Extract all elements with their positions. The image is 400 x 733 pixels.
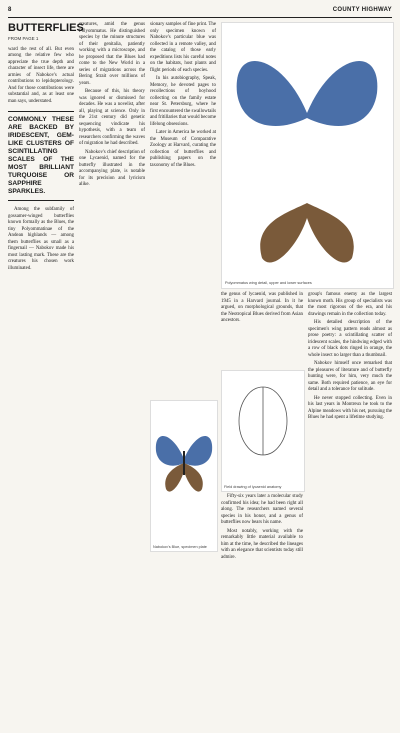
- column-3: [150, 22, 216, 392]
- jump-label: FROM PAGE 1: [8, 36, 39, 41]
- paragraph: Nabokov's chief description of one Lycaenid, named for the butterfly illustrated in the accompanying plate, is notable for its precision and lyricism alike.: [79, 149, 145, 187]
- page-header: [8, 4, 392, 16]
- column-2: [79, 22, 145, 730]
- paragraph: He never stopped collecting. Even in his last years in Montreux he took to the Alpine meadows with his net, pursuing the Blues he had spent a lifetime studying.: [308, 395, 392, 420]
- figure-caption: Polyommatus wing detail, upper and lower surfaces: [225, 281, 312, 285]
- paragraph: Among the subfamily of gossamer-winged butterflies known formally as the Blues, the tiny Polyommatinae of the Andean highlands — among them butterflies as small as a fingernail — Nabokov made his most lasting mark. These are the creatures his chosen work illuminated.: [8, 207, 74, 271]
- paragraph: sionary samples of fine print. The only specimen known of Nabokov's particular blue was collected in a remote valley, and the catalog of those early expeditions lists his careful notes on the habitats, host plants and flight periods of each species.: [150, 22, 216, 73]
- paragraph: ward the rest of all. But even among the relative few who appreciate the true depth and character of insect life, there are armies of Nabokov's actual contributions to lepidopterology. And for those contributions were substantial and, as at least one man says, understated.: [8, 46, 74, 104]
- wing-detail-image: [221, 22, 394, 289]
- figure-caption: Field drawing of lycaenid anatomy: [224, 485, 282, 489]
- column-5: [308, 292, 392, 730]
- column-4: [221, 292, 303, 366]
- butterfly-illustration: [151, 401, 217, 541]
- paragraph: the genus of lycaenid, was published in 1945 in a Harvard journal. In it he argued, on morphological grounds, that the Neotropical Blues derived from Asian ancestors.: [221, 292, 303, 323]
- anatomy-illustration: [222, 371, 304, 481]
- pull-quote: COMMONLY THESE ARE BACKED BY IRIDESCENT, GEM-LIKE CLUSTERS OF SCINTILLATING SCALES OF THE MOST BRILLIANT TURQUOISE OR SAPPHIRE SPARKLES.: [8, 111, 74, 201]
- column-4-lower: [221, 494, 303, 730]
- figure-caption: Nabokov's Blue, specimen plate: [153, 545, 207, 549]
- paragraph: In his autobiography, Speak, Memory, he devoted pages to recollections of boyhood collecting on the family estate near St. Petersburg, where he first encountered the swallowtails and fritillaries that would become lifelong obsessions.: [150, 76, 217, 127]
- paragraph: Later in America he worked at the Museum of Comparative Zoology at Harvard, curating the collection of butterflies and publishing papers on the taxonomy of the Blues.: [150, 130, 216, 168]
- section-title: COUNTY HIGHWAY: [332, 7, 392, 13]
- paragraph: Fifty-six years later a molecular study confirmed his idea; he had been right all along. The researchers named several species in his honor, and a genus of butterflies now bears his name.: [221, 494, 303, 525]
- paragraph: Because of this, his theory was ignored or dismissed for decades. He was a novelist, after all, playing at science. Only in the 21st century did genetic sequencing vindicate his hypothesis, with a team of researchers confirming the waves of migration he had described.: [79, 89, 145, 146]
- anatomy-drawing-image: [221, 370, 305, 492]
- paragraph: creatures, amid the genus Polyommatus. He distinguished species by the minute structures of their genitalia, patiently working with a microscope, and he proposed that the Blues had come to the New World in a series of migrations across the Bering Strait over millions of years.: [79, 22, 145, 86]
- paragraph: His detailed description of the specimen's wing pattern reads almost as prose poetry: a scintillating scatter of iridescent scales, the hindwing edged with a row of black dots ringed in orange, the whole insect no larger than a thumbnail.: [308, 320, 392, 358]
- butterfly-plate-image: [150, 400, 218, 552]
- paragraph: Most notably, working with the remarkably little material available to him at the time, he described the lineages with an elegance that scientists today still admire.: [221, 528, 303, 560]
- article-headline: BUTTERFLIES: [8, 22, 84, 34]
- column-1: [8, 22, 84, 730]
- header-rule: [8, 17, 392, 18]
- page-number: 8: [8, 7, 12, 13]
- paragraph: Nabokov himself once remarked that the pleasures of literature and of butterfly hunting were, for him, very much the same. Both required patience, an eye for detail and a tolerance for solitude.: [308, 361, 392, 392]
- paragraph: group's famous enemy as the largest known moth. His group of specialists was the most rigorous of the era, and his drawings remain in the collection today.: [308, 292, 392, 317]
- wing-illustration: [222, 23, 393, 273]
